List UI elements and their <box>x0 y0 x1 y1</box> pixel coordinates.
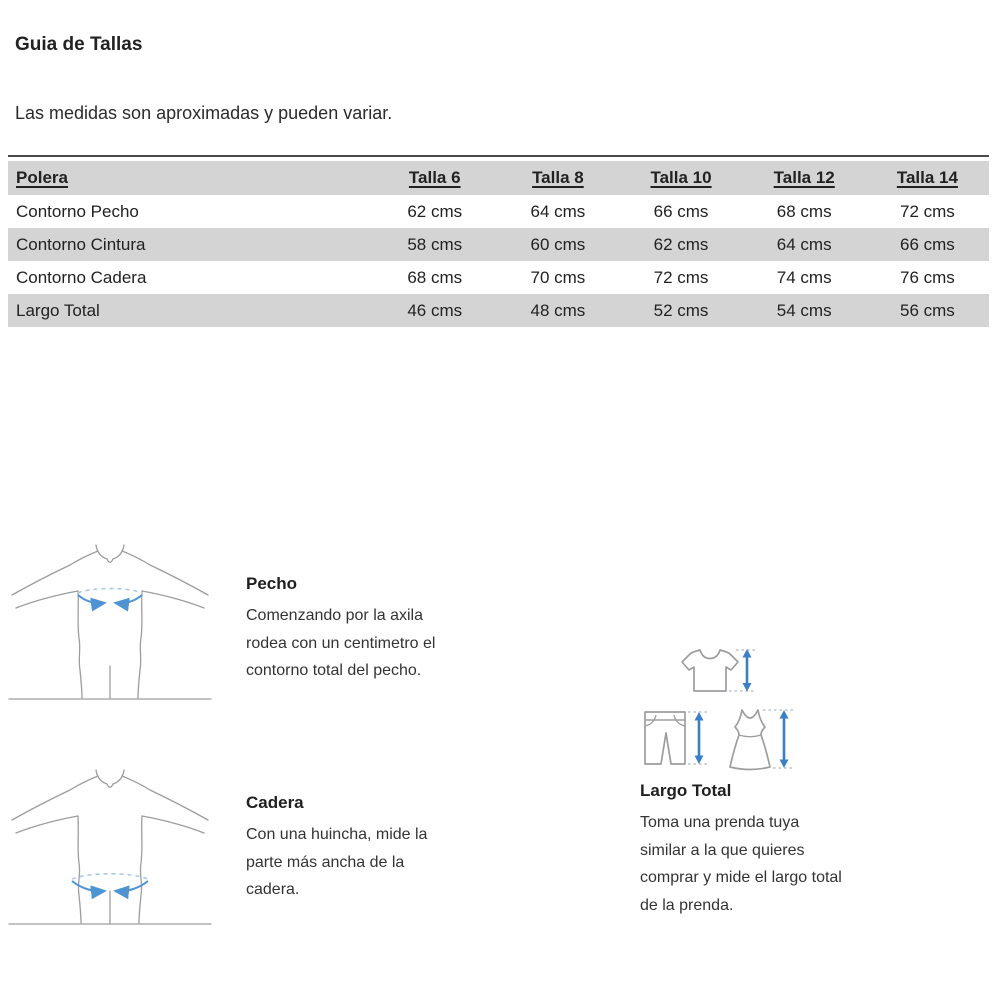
dress-icon <box>730 710 793 770</box>
cell-value: 48 cms <box>530 300 586 320</box>
cadera-line: cadera. <box>246 881 300 898</box>
garment-length-icons <box>635 643 815 778</box>
pants-icon <box>645 712 709 764</box>
col-header-polera: Polera <box>16 168 68 187</box>
table-row-largo <box>8 294 989 327</box>
table-top-rule <box>8 155 989 157</box>
cell-value: 62 cms <box>653 234 709 254</box>
col-header-talla8: Talla 8 <box>532 168 584 187</box>
tshirt-icon <box>682 649 756 692</box>
row-label: Contorno Cadera <box>16 267 147 287</box>
cadera-heading: Cadera <box>246 793 304 812</box>
page-subtitle: Las medidas son aproximadas y pueden variar. <box>15 103 393 123</box>
col-header-talla14: Talla 14 <box>896 168 958 187</box>
largo-total-line: de la prenda. <box>640 896 734 914</box>
col-header-talla10: Talla 10 <box>650 168 712 187</box>
cell-value: 60 cms <box>530 234 586 254</box>
table-row-pecho <box>8 195 989 228</box>
largo-total-heading: Largo Total <box>640 781 732 800</box>
row-label: Contorno Pecho <box>16 201 139 221</box>
cell-value: 54 cms <box>776 300 832 320</box>
col-header-talla6: Talla 6 <box>408 168 461 187</box>
largo-total-line: comprar y mide el largo total <box>640 869 842 886</box>
cell-value: 64 cms <box>530 201 586 221</box>
cell-value: 72 cms <box>653 267 709 287</box>
table-row-cadera <box>8 261 989 294</box>
cell-value: 46 cms <box>407 300 463 320</box>
row-label: Largo Total <box>16 300 100 320</box>
table-header-row <box>8 161 989 195</box>
cadera-line: parte más ancha de la <box>246 853 405 871</box>
body-chest-measure-icon <box>6 538 214 703</box>
body-hip-measure-icon <box>6 763 214 928</box>
cadera-description <box>246 793 427 904</box>
cadera-line: Con una huincha, mide la <box>246 826 428 843</box>
cell-value: 56 cms <box>899 300 955 320</box>
cell-value: 70 cms <box>530 267 586 287</box>
cell-value: 76 cms <box>899 267 955 287</box>
cell-value: 72 cms <box>899 201 955 221</box>
cell-value: 52 cms <box>653 300 709 320</box>
pecho-description <box>246 574 435 685</box>
size-table <box>8 161 989 327</box>
cell-value: 58 cms <box>407 234 463 254</box>
length-arrow <box>695 712 704 764</box>
cell-value: 68 cms <box>407 267 463 287</box>
pecho-line: rodea con un centimetro el <box>246 634 436 652</box>
pecho-heading: Pecho <box>246 574 298 593</box>
col-header-talla12: Talla 12 <box>773 168 835 187</box>
page-title: Guia de Tallas <box>15 34 143 55</box>
largo-total-line: similar a la que quieres <box>640 841 805 859</box>
pecho-line: contorno total del pecho. <box>246 662 422 679</box>
cell-value: 74 cms <box>776 267 832 287</box>
cell-value: 64 cms <box>776 234 832 254</box>
table-row-cintura <box>8 228 989 261</box>
largo-total-line: Toma una prenda tuya <box>640 814 800 831</box>
cell-value: 62 cms <box>407 201 463 221</box>
cell-value: 68 cms <box>776 201 832 221</box>
cell-value: 66 cms <box>653 201 709 221</box>
cell-value: 66 cms <box>899 234 955 254</box>
length-arrow <box>780 710 789 768</box>
pecho-line: Comenzando por la axila <box>246 607 423 624</box>
row-label: Contorno Cintura <box>16 234 146 254</box>
largo-total-description <box>640 781 842 919</box>
length-arrow <box>743 649 752 692</box>
